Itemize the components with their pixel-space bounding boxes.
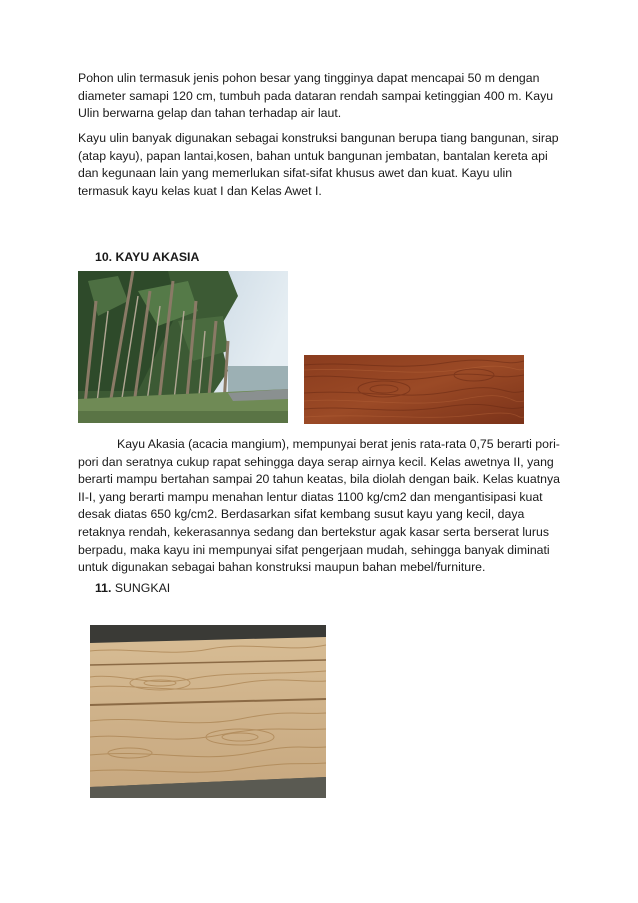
akasia-heading-number: 10. — [95, 250, 113, 264]
acacia-wood-sample — [304, 355, 524, 424]
ulin-paragraph-2: Kayu ulin banyak digunakan sebagai konstruksi bangunan berupa tiang bangunan, sirap (atap kayu), papan lantai,kosen, bahan untuk bangunan jembatan, bantalan kereta api dan kegunaan lain yang memerlukan sifat-sifat khusus awet dan kuat. Kayu ulin termasuk kayu kelas kuat I dan Kelas Awet I. — [78, 131, 559, 198]
sungkai-wood-photo — [90, 625, 326, 798]
akasia-heading — [95, 250, 199, 264]
akasia-paragraph: Kayu Akasia (acacia mangium), mempunyai berat jenis rata-rata 0,75 berarti pori-pori dan seratnya cukup rapat sehingga daya serap airnya kecil. Kelas awetnya II, yang berarti mampu bertahan sampai 20 tahun keatas, bila diolah dengan baik. Kelas kuatnya II-I, yang berarti mampu menahan lentur diatas 1100 kg/cm2 dan mengantisipasi kuat desak diatas 650 kg/cm2. Berdasarkan sifat kembang susut kayu yang kecil, daya retaknya rendah, kekerasannya sedang dan bertekstur agak kasar serta berserat lurus berpadu, maka kayu ini mempunyai sifat pengerjaan mudah, sehingga banyak diminati untuk digunakan sebagai bahan konstruksi maupun bahan mebel/furniture. — [78, 437, 560, 575]
akasia-heading-title: KAYU AKASIA — [115, 250, 200, 264]
sungkai-heading — [95, 581, 170, 595]
sungkai-heading-number: 11. — [95, 581, 112, 595]
acacia-trees-photo — [78, 271, 288, 423]
ulin-paragraph-1: Pohon ulin termasuk jenis pohon besar yang tingginya dapat mencapai 50 m dengan diameter samapi 120 cm, tumbuh pada dataran rendah sampai ketinggian 400 m. Kayu Ulin berwarna gelap dan tahan terhadap air laut. — [78, 71, 554, 121]
sungkai-heading-title: SUNGKAI — [114, 581, 171, 595]
